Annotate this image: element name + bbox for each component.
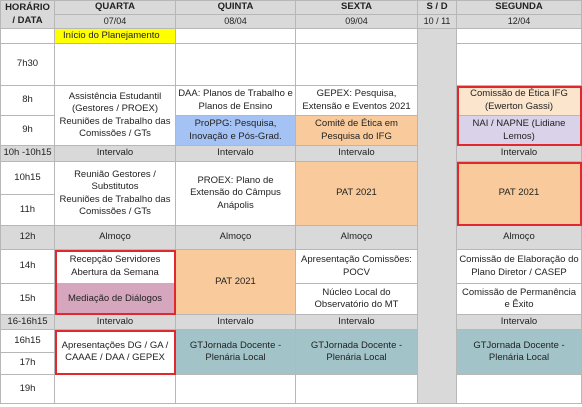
day-header-sd [418, 0, 457, 15]
time-label: 10h -10h15 [3, 147, 52, 159]
event-label: Almoço [99, 231, 131, 243]
time-15h [0, 284, 55, 315]
event-proex [176, 162, 296, 226]
empty-cell [176, 375, 296, 404]
time-label: 19h [19, 382, 36, 394]
time-7h30 [0, 44, 55, 86]
time-label: 14h [19, 260, 36, 272]
time-label: 8h [22, 94, 33, 106]
event-nai-napne [457, 116, 582, 146]
event-comissao-etica [457, 86, 582, 116]
event-mediacao [55, 284, 176, 315]
intervalo-cell [296, 146, 418, 162]
event-label: Assistência Estudantil (Gestores / PROEX) [68, 90, 162, 115]
event-label: GEPEX: Pesquisa, Extensão e Eventos 2021 [302, 88, 411, 112]
empty-cell [55, 44, 176, 86]
event-nucleo [296, 284, 418, 315]
event-gepex [296, 86, 418, 116]
empty-cell [176, 44, 296, 86]
event-assistencia-reunioes [55, 86, 176, 146]
event-label: Intervalo [217, 315, 254, 327]
event-label: Almoço [503, 231, 535, 243]
event-label: Almoço [219, 231, 252, 243]
time-label: 12h [19, 231, 36, 243]
event-gtjornada-segunda [457, 330, 582, 375]
time-empty [0, 29, 55, 44]
horario-label: HORÁRIO / DATA [5, 2, 50, 26]
event-label: PAT 2021 [336, 187, 377, 199]
intervalo-cell [296, 315, 418, 330]
day-date-segunda [457, 15, 582, 29]
intervalo-cell [457, 315, 582, 330]
intervalo-cell [457, 146, 582, 162]
time-17h [0, 353, 55, 375]
event-label: PAT 2021 [215, 275, 256, 287]
time-16h15 [0, 330, 55, 353]
intervalo-cell [55, 146, 176, 162]
event-comissao-plano [457, 250, 582, 284]
time-14h [0, 250, 55, 284]
time-9h [0, 116, 55, 146]
time-label: 11h [19, 203, 36, 215]
day-date: 10 / 11 [423, 15, 451, 26]
event-label: GTJornada Docente - Plenária Local [310, 339, 403, 363]
weekend-column [418, 29, 457, 404]
event-label: GTJornada Docente - Plenária Local [189, 339, 282, 363]
time-16h [0, 315, 55, 330]
day-date: 12/04 [507, 15, 531, 26]
event-label: Intervalo [500, 147, 538, 159]
day-name: SEXTA [341, 1, 372, 13]
almoco-cell [176, 226, 296, 250]
empty-cell [176, 29, 296, 44]
time-label: 7h30 [16, 58, 39, 70]
event-label: Núcleo Local do Observatório do MT [314, 286, 399, 310]
empty-cell [457, 375, 582, 404]
event-label: DAA: Planos de Trabalho e Planos de Ensino [178, 88, 293, 112]
event-label: Intervalo [500, 315, 538, 327]
event-label: Intervalo [96, 147, 134, 159]
day-date: 08/04 [224, 15, 247, 26]
day-name: QUINTA [217, 1, 254, 13]
event-label: Recepção Servidores Abertura da Semana [69, 254, 161, 278]
event-label: Apresentação Comissões: POCV [301, 254, 412, 278]
day-date-sexta [296, 15, 418, 29]
empty-cell [296, 44, 418, 86]
day-name: S / D [426, 1, 448, 13]
horario-header [0, 0, 55, 29]
event-label: Comissão de Ética IFG (Ewerton Gassi) [470, 88, 568, 112]
event-label: GTJornada Docente - Plenária Local [473, 339, 565, 363]
event-label: Comissão de Elaboração do Plano Diretor / CASEP [459, 254, 579, 278]
almoco-cell [457, 226, 582, 250]
event-inicio [55, 29, 176, 44]
event-label: Mediação de Diálogos [67, 292, 162, 304]
event-label: Intervalo [338, 147, 375, 159]
empty-cell [457, 29, 582, 44]
event-apres-comissoes [296, 250, 418, 284]
day-date: 07/04 [103, 15, 127, 26]
event-pat-quinta [176, 250, 296, 315]
day-date-sd [418, 15, 457, 29]
event-label: Reuniões de Trabalho das Comissões / GTs [59, 115, 171, 139]
event-label: Intervalo [96, 315, 134, 327]
time-10h [0, 146, 55, 162]
time-12h [0, 226, 55, 250]
time-8h [0, 86, 55, 116]
empty-cell [296, 375, 418, 404]
event-label: Intervalo [217, 147, 254, 159]
empty-cell [296, 29, 418, 44]
almoco-cell [296, 226, 418, 250]
intervalo-cell [176, 146, 296, 162]
event-gtjornada-quinta [176, 330, 296, 375]
almoco-cell [55, 226, 176, 250]
time-label: 9h [22, 124, 33, 136]
event-label: Início do Planejamento [63, 29, 160, 41]
event-daa [176, 86, 296, 116]
event-label: Comitê de Ética em Pesquisa do IFG [315, 118, 398, 142]
day-date-quarta [55, 15, 176, 29]
day-name: QUARTA [95, 1, 135, 13]
event-comite-etica [296, 116, 418, 146]
event-label: Apresentações DG / GA / CAAAE / DAA / GEPEX [61, 339, 169, 363]
empty-cell [55, 375, 176, 404]
event-label: PROEX: Plano de Extensão do Câmpus Anápolis [190, 174, 281, 211]
event-label: PAT 2021 [498, 187, 540, 199]
event-label: Reuniões de Trabalho das Comissões / GTs [59, 193, 171, 217]
event-pat-sexta [296, 162, 418, 226]
empty-cell [457, 44, 582, 86]
day-header-segunda [457, 0, 582, 15]
event-label: Reunião Gestores / Substitutos [74, 168, 156, 193]
event-gtjornada-sexta [296, 330, 418, 375]
time-10h15 [0, 162, 55, 195]
event-pat-segunda [457, 162, 582, 226]
day-date-quinta [176, 15, 296, 29]
time-label: 10h15 [14, 171, 41, 183]
event-label: Almoço [340, 231, 373, 243]
time-label: 16h15 [14, 334, 41, 346]
event-comissao-perm [457, 284, 582, 315]
day-header-quarta [55, 0, 176, 15]
event-label: Intervalo [338, 315, 375, 327]
day-header-sexta [296, 0, 418, 15]
time-19h [0, 375, 55, 404]
day-date: 09/04 [345, 15, 368, 26]
intervalo-cell [176, 315, 296, 330]
time-label: 16-16h15 [7, 315, 48, 327]
time-label: 17h [19, 357, 36, 369]
event-proppg [176, 116, 296, 146]
event-recepcao [55, 250, 176, 284]
event-reuniao-gestores [55, 162, 176, 226]
event-label: Comissão de Permanência e Êxito [461, 286, 577, 310]
day-header-quinta [176, 0, 296, 15]
time-11h [0, 195, 55, 226]
event-apres-dg [55, 330, 176, 375]
time-label: 15h [19, 292, 36, 304]
event-label: ProPPG: Pesquisa, Inovação e Pós-Grad. [189, 118, 282, 142]
day-name: SEGUNDA [495, 1, 543, 13]
event-label: NAI / NAPNE (Lidiane Lemos) [472, 118, 566, 142]
intervalo-cell [55, 315, 176, 330]
